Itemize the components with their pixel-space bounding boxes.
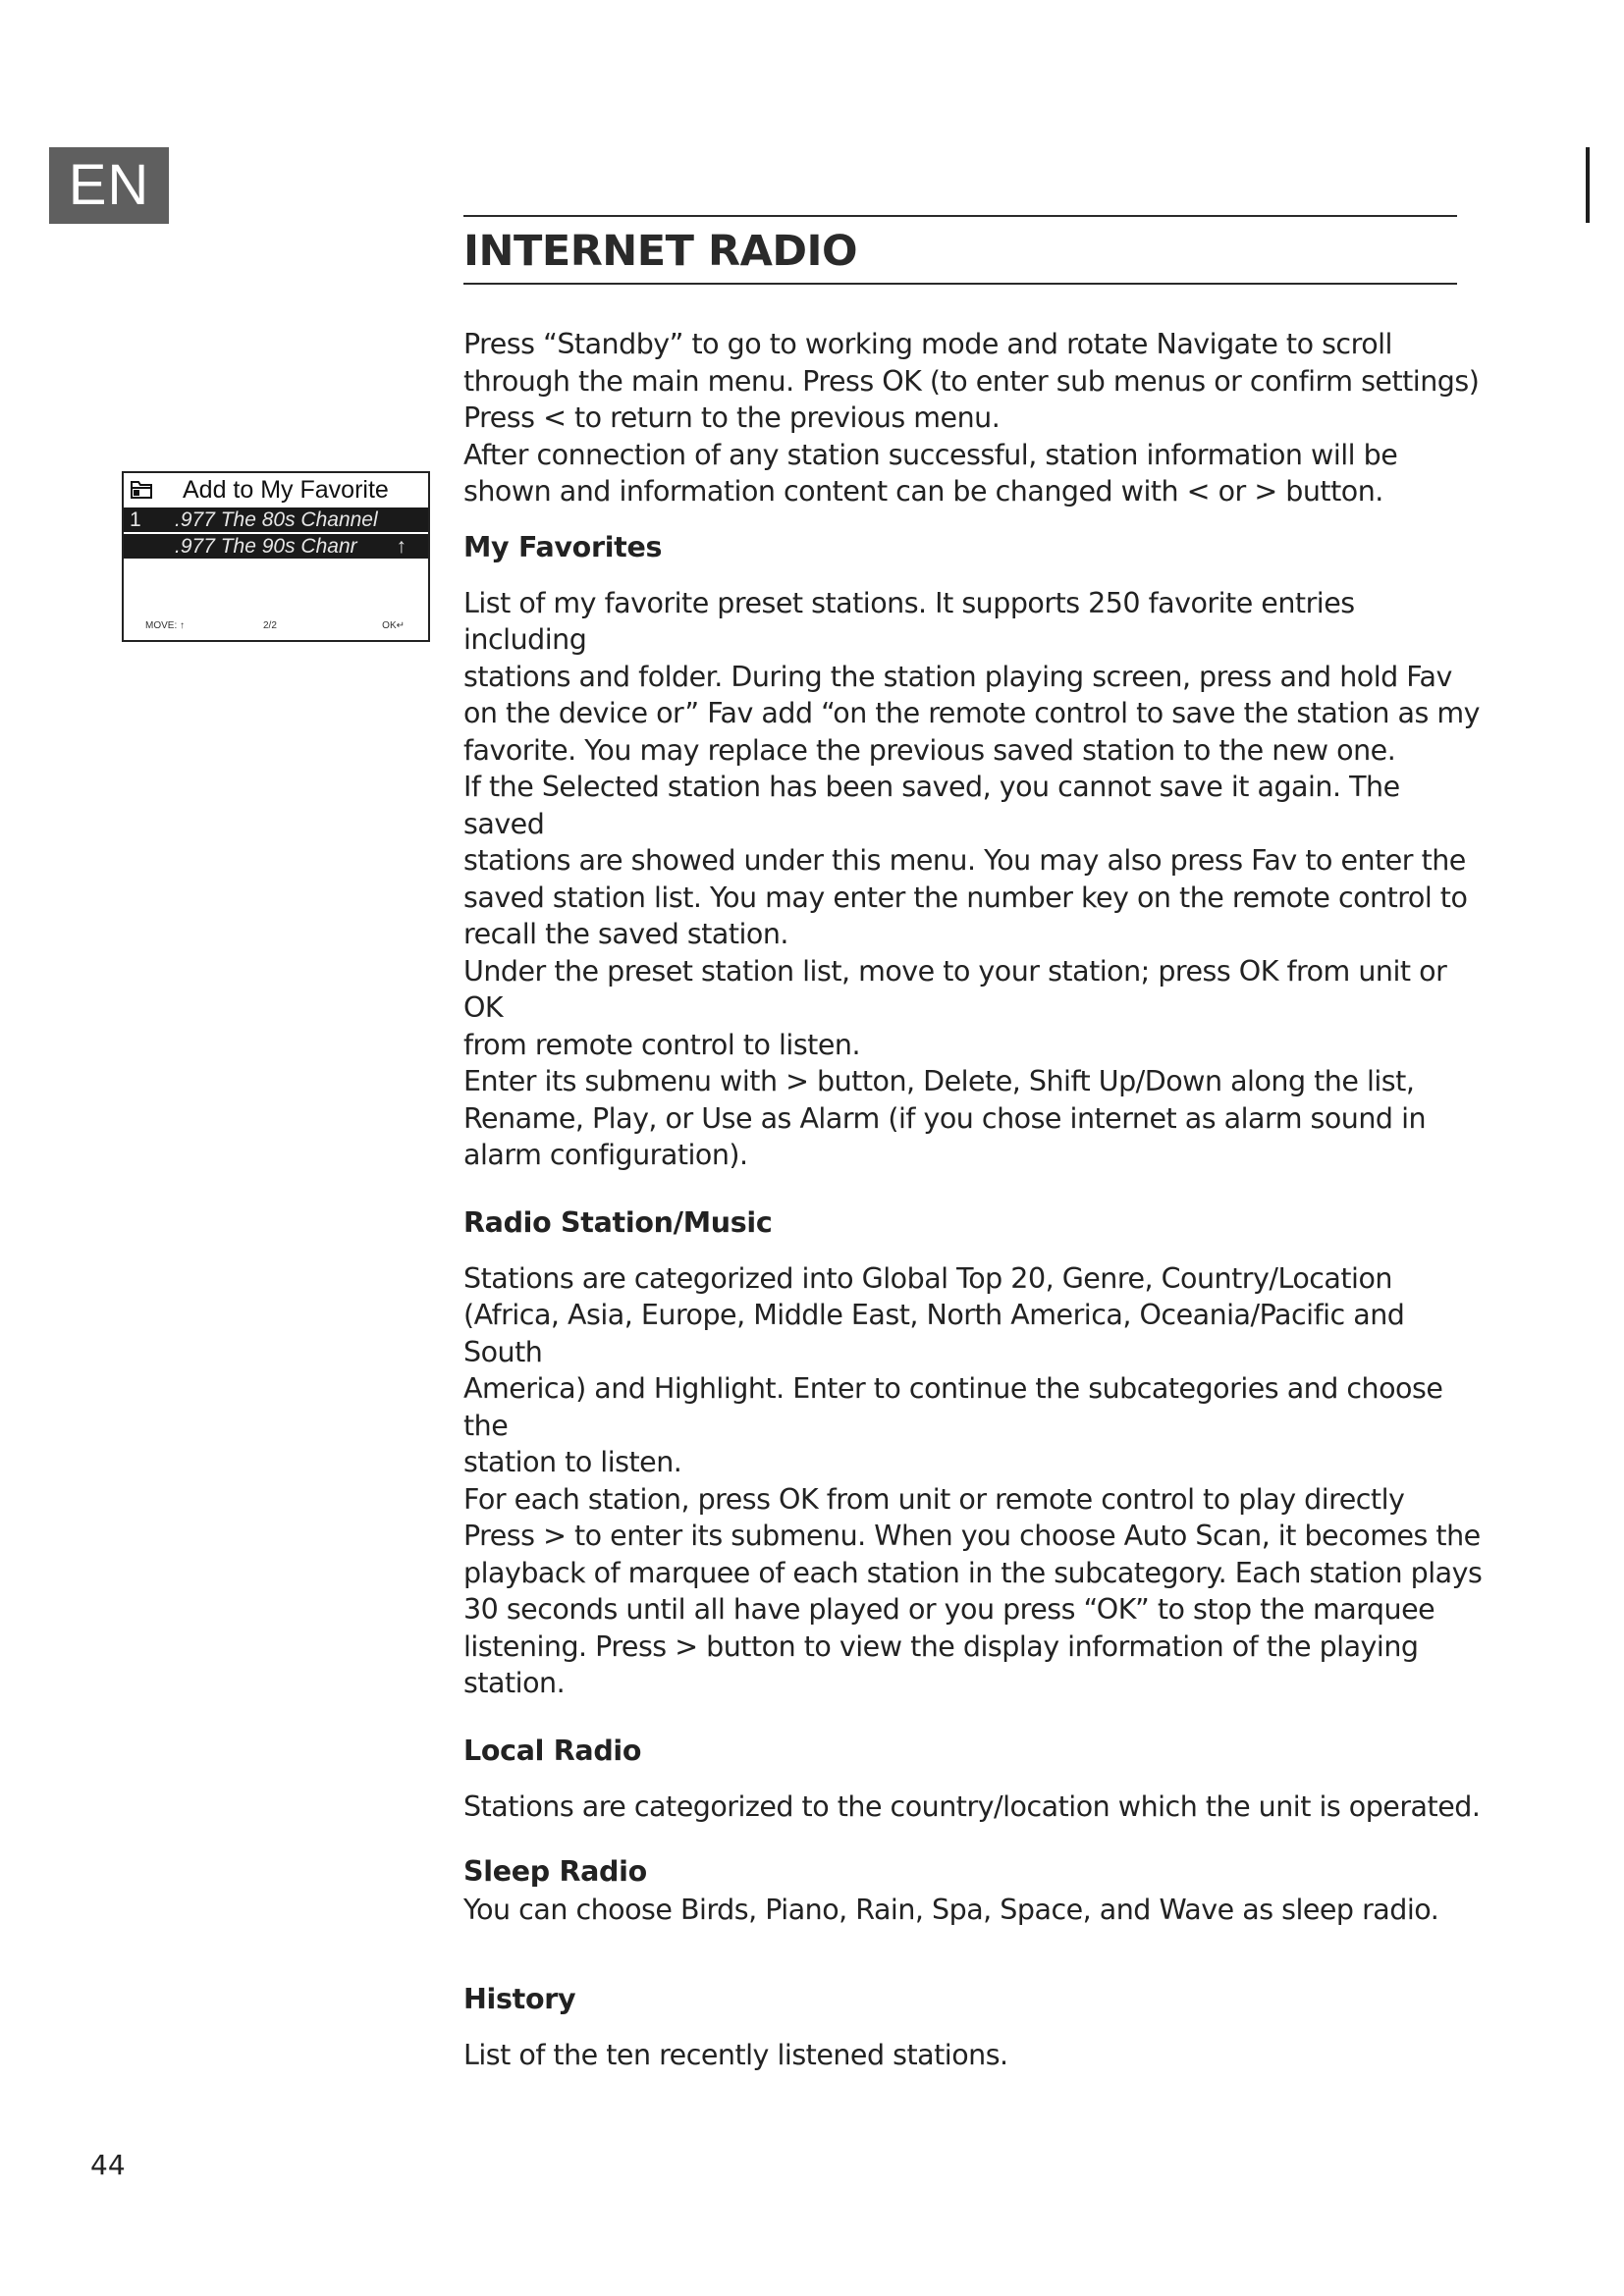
section-heading-sleep-radio: Sleep Radio xyxy=(463,1855,647,1888)
device-screen-illustration xyxy=(122,471,430,642)
screen-header xyxy=(124,473,428,506)
main-content xyxy=(463,326,1485,2073)
screen-list-item xyxy=(124,506,428,532)
screen-item-number: 1 xyxy=(130,508,141,531)
section-body-radio-station: Stations are categorized into Global Top 20, Genre, Country/Location (Africa, Asia, Europe, Middle East, North America, Oceania/Pacific and South America) and Highlight. Enter to continue the subcategories and choose the station to listen. For each station, press OK from unit or remote control to play directly Press > to enter its submenu. When you choose Auto Scan, it becomes the playback of marquee of each station in the subcategory. Each station plays 30 seconds until all have played or you press “OK” to stop the marquee listening. Press > button to view the display information of the playing station. xyxy=(463,1261,1483,1699)
section-body-sleep-radio: You can choose Birds, Piano, Rain, Spa, Space, and Wave as sleep radio. xyxy=(463,1894,1439,1926)
section-heading-my-favorites: My Favorites xyxy=(463,530,663,563)
folder-icon xyxy=(130,477,153,501)
section-heading-history: History xyxy=(463,1982,576,2015)
edge-marker xyxy=(1586,147,1590,223)
screen-title: Add to My Favorite xyxy=(183,476,389,504)
screen-footer-ok: OK↵ xyxy=(382,620,405,631)
page-number: 44 xyxy=(90,2149,126,2181)
screen-footer xyxy=(124,618,428,634)
screen-item-text: .977 The 90s Chanr xyxy=(175,535,357,558)
title-rule-top xyxy=(463,215,1457,217)
screen-footer-page: 2/2 xyxy=(263,620,277,631)
screen-list-item xyxy=(124,532,428,559)
intro-paragraph: Press “Standby” to go to working mode and rotate Navigate to scroll through the main menu. Press OK (to enter sub menus or confirm settings) Press < to return to the previous menu. After connection of any station successful, station information will be shown and information content can be changed with < or > button. xyxy=(463,328,1480,507)
section-body-local-radio: Stations are categorized to the country/location which the unit is operated. xyxy=(463,1789,1481,1823)
section-body-my-favorites: List of my favorite preset stations. It supports 250 favorite entries including stations and folder. During the station playing screen, press and hold Fav on the device or” Fav add “on the remote control to save the station as my favorite. You may replace the previous saved station to the new one. If the Selected station has been saved, you cannot save it again. The saved stations are showed under this menu. You may also press Fav to enter the saved station list. You may enter the number key on the remote control to recall the saved station. Under the preset station list, move to your station; press OK from unit or OK from remote control to listen. Enter its submenu with > button, Delete, Shift Up/Down along the list, Rename, Play, or Use as Alarm (if you chose internet as alarm sound in alarm configuration). xyxy=(463,586,1481,1171)
screen-footer-move: MOVE: ↑ xyxy=(145,620,186,631)
screen-item-text: .977 The 80s Channel xyxy=(175,508,378,531)
section-body-history: List of the ten recently listened stations. xyxy=(463,2038,1008,2071)
title-rule-bottom xyxy=(463,283,1457,285)
page-title: INTERNET RADIO xyxy=(463,227,858,276)
section-heading-radio-station: Radio Station/Music xyxy=(463,1205,773,1239)
up-arrow-icon: ↑ xyxy=(396,535,406,558)
section-heading-local-radio: Local Radio xyxy=(463,1734,642,1767)
language-tab: EN xyxy=(49,147,169,224)
